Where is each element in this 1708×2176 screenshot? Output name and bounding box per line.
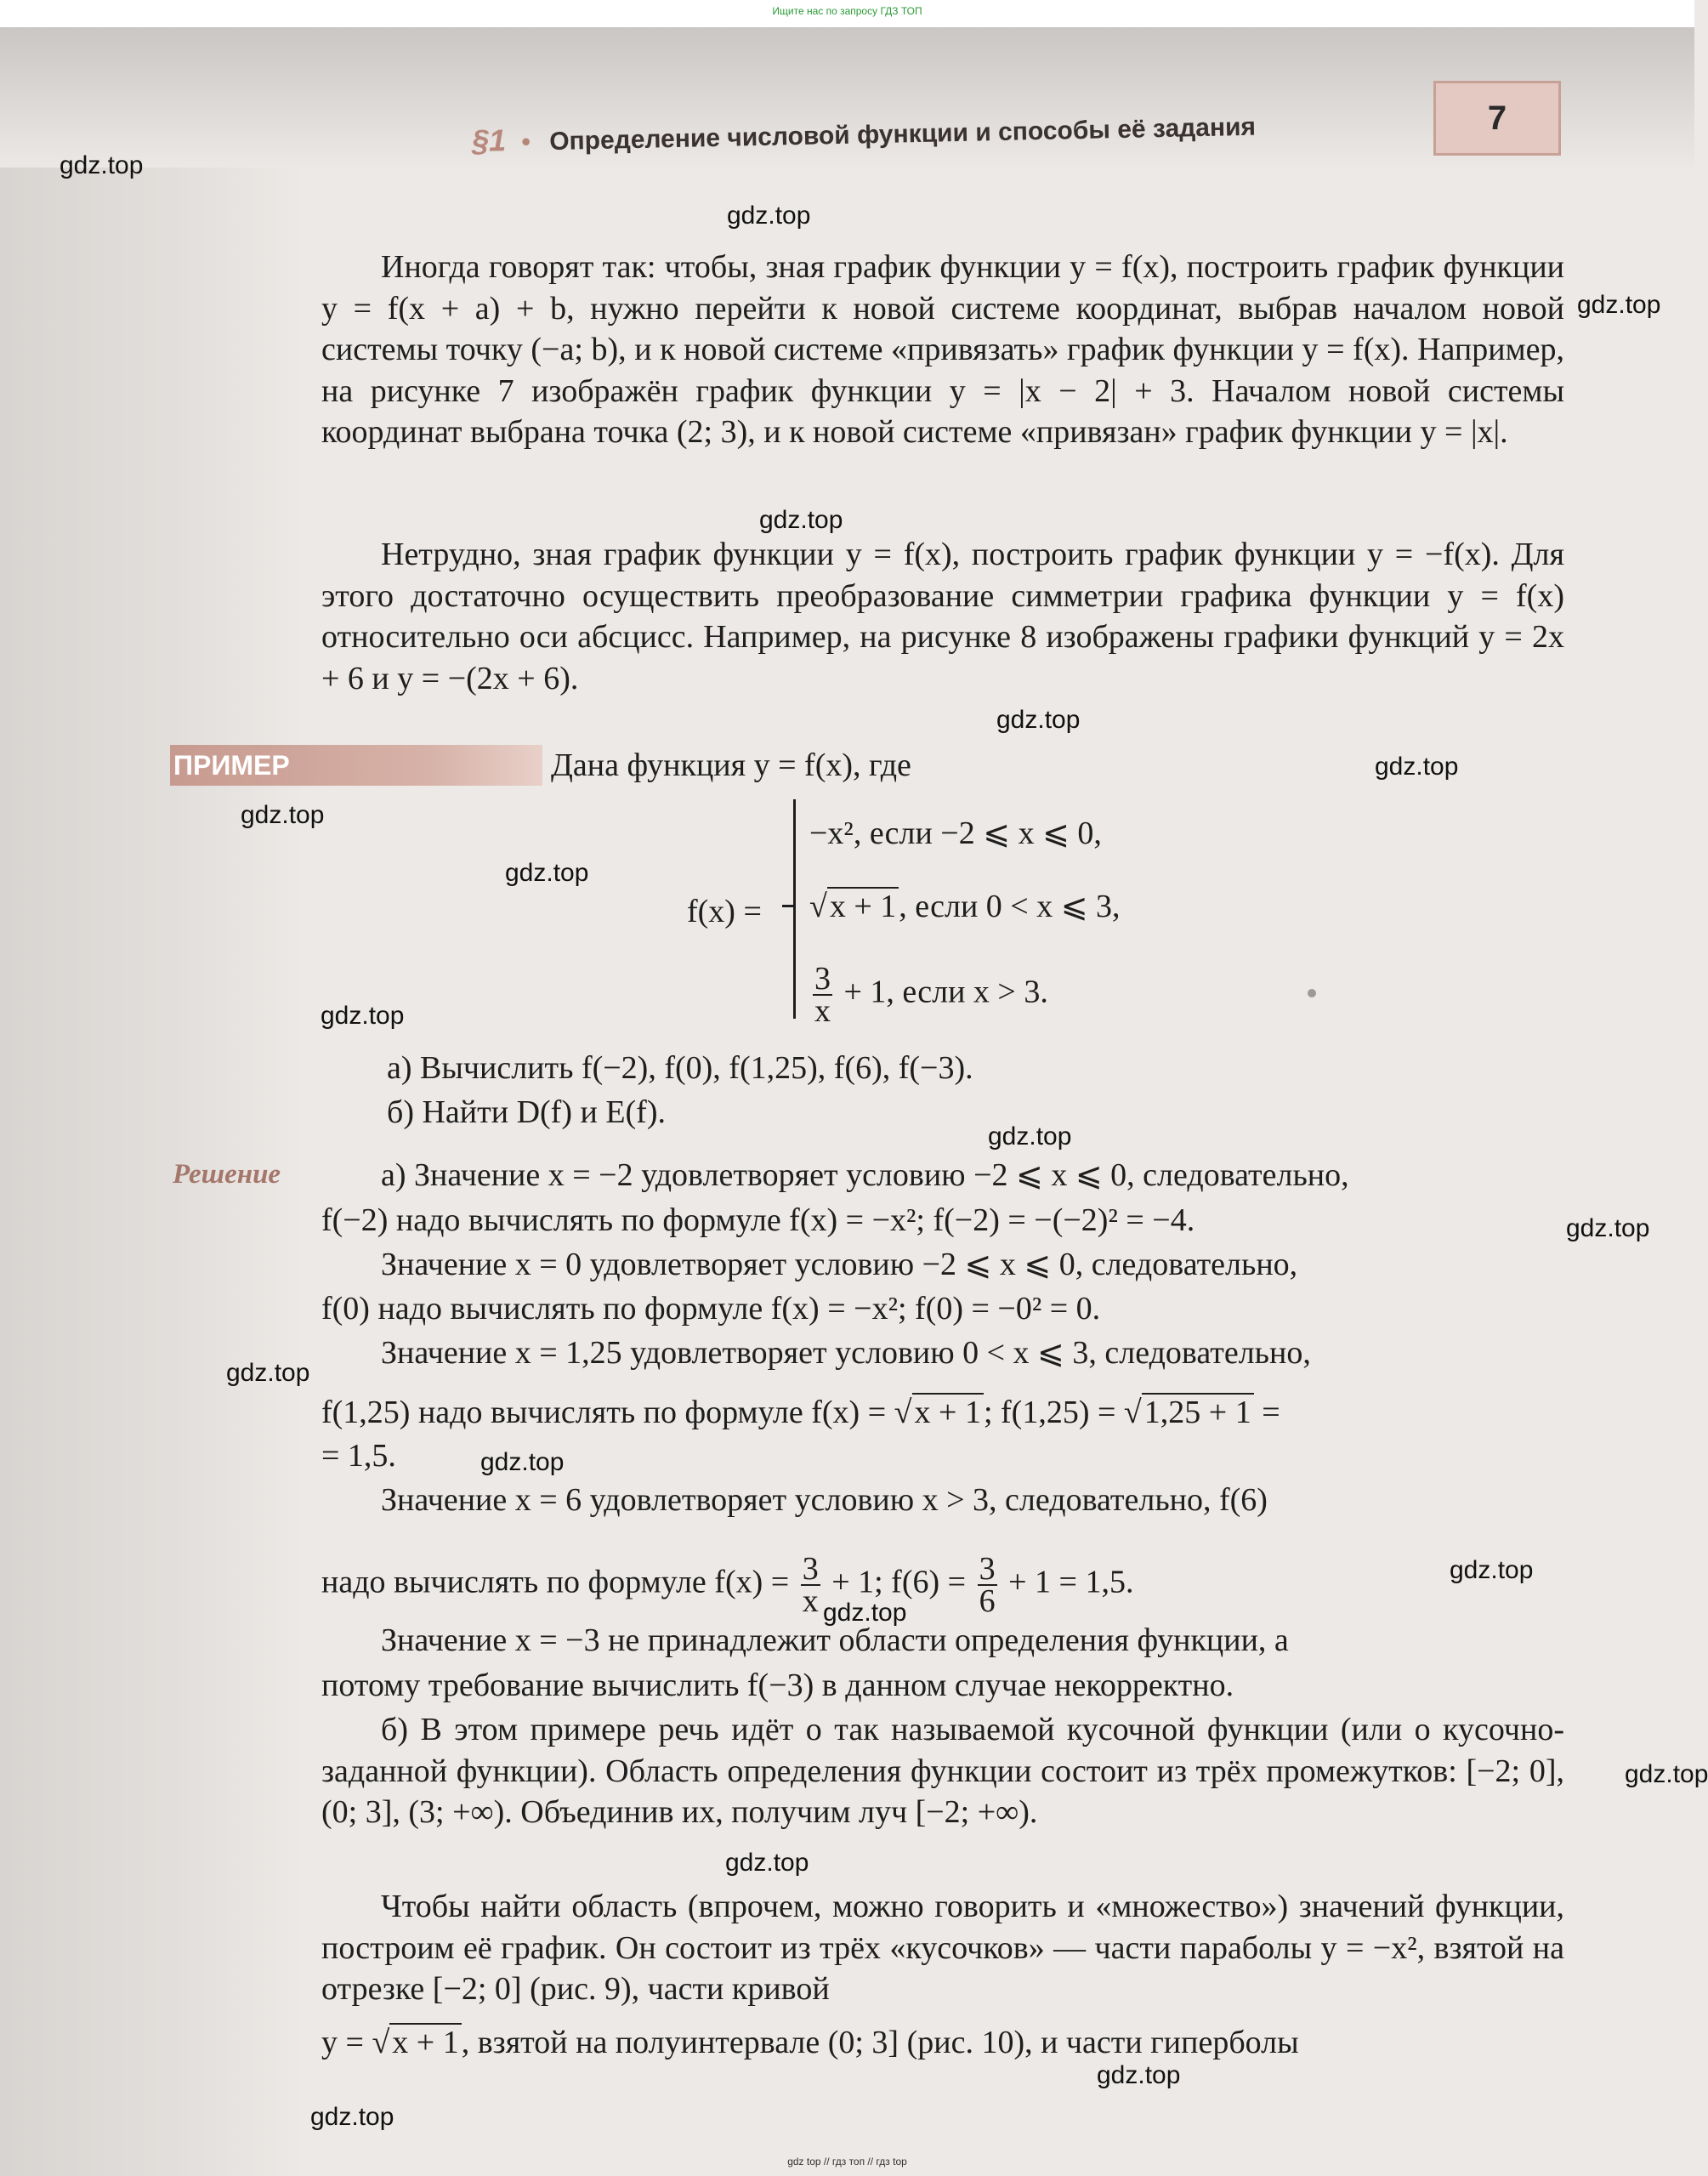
- watermark: gdz.top: [241, 801, 325, 829]
- watermark: gdz.top: [1577, 291, 1661, 319]
- solution-line: f(0) надо вычислять по формуле f(x) = −x²; f(0) = −0² = 0.: [321, 1291, 1101, 1327]
- solution-label: Решение: [173, 1159, 281, 1190]
- footer-note: gdz top // гдз топ // гдз top: [787, 2156, 907, 2167]
- solution-line: = 1,5.: [321, 1438, 396, 1474]
- watermark: gdz.top: [1566, 1214, 1650, 1242]
- top-note: Ищите нас по запросу ГДЗ ТОП: [772, 5, 922, 17]
- task-a: а) Вычислить f(−2), f(0), f(1,25), f(6), f(−3).: [387, 1050, 973, 1086]
- paragraph-range: Чтобы найти область (впрочем, можно говорить и «множество») значений функции, построим её график. Он состоит из трёх «кусочков» — части параболы y = −x², взятой на отрезке [−2; 0] (рис. 9), части кривой: [321, 1889, 1564, 2007]
- stray-dot: [1308, 989, 1316, 997]
- solution-line: надо вычислять по формуле f(x) = $\frac{3}{x}$ + 1; f(6) = $\frac{3}{6}$ + 1 = 1,5.: [321, 1551, 1134, 1619]
- watermark: gdz.top: [1375, 753, 1459, 781]
- piecewise-brace: [793, 799, 804, 1019]
- watermark: gdz.top: [1450, 1556, 1534, 1584]
- example-intro: Дана функция y = f(x), где: [551, 747, 911, 783]
- solution-line: Значение x = −3 не принадлежит области определения функции, а: [381, 1622, 1289, 1658]
- watermark: gdz.top: [310, 2103, 394, 2131]
- piecewise-lhs: f(x) =: [687, 894, 762, 929]
- solution-line: f(−2) надо вычислять по формуле f(x) = −x²; f(−2) = −(−2)² = −4.: [321, 1202, 1195, 1238]
- section-title: [472, 107, 1257, 159]
- watermark: gdz.top: [480, 1448, 565, 1476]
- section-title-text: Определение числовой функции и способы её задания: [548, 112, 1257, 156]
- section-label: §1: [471, 122, 507, 158]
- paragraph-domain: б) В этом примере речь идёт о так называемой кусочной функции (или о кусочно-заданной функции). Область определения функции состоит из трёх промежутков: [−2; 0], (0; 3], (3; +∞). Объединив их, получим луч [−2; +∞).: [321, 1712, 1564, 1830]
- paragraph-reflect-graph: Нетрудно, зная график функции y = f(x), построить график функции y = −f(x). Для этого достаточно осуществить преобразование симметрии графика функции y = f(x) относительно оси абсцисс. Например, на рисунке 8 изображены графики функций y = 2x + 6 и y = −(2x + 6).: [321, 537, 1564, 696]
- piecewise-case-1: −x², если −2 ⩽ x ⩽ 0,: [809, 815, 1102, 851]
- watermark: gdz.top: [823, 1599, 907, 1627]
- page-number: 7: [1433, 81, 1561, 156]
- watermark: gdz.top: [226, 1359, 310, 1387]
- watermark: gdz.top: [60, 151, 144, 179]
- watermark: gdz.top: [996, 706, 1081, 734]
- solution-line: Значение x = 0 удовлетворяет условию −2 ⩽ x ⩽ 0, следовательно,: [381, 1247, 1298, 1282]
- paragraph-shift-graph: Иногда говорят так: чтобы, зная график функции y = f(x), построить график функции y = f(x + a) + b, нужно перейти к новой системе координат, выбрав началом новой системы точку (−a; b), и к новой системе «привязать» график функции y = f(x). Например, на рисунке 7 изображён график функции y = |x − 2| + 3. Началом новой системы координат выбрана точка (2; 3), и к новой системе «привязан» график функции y = |x|.: [321, 249, 1564, 450]
- solution-line: Значение x = 1,25 удовлетворяет условию 0 < x ⩽ 3, следовательно,: [381, 1335, 1311, 1371]
- piecewise-case-3: $\frac{3}{x}$ + 1, если x > 3.: [814, 961, 1048, 1029]
- watermark: gdz.top: [988, 1122, 1072, 1150]
- example-label: ПРИМЕР: [170, 745, 542, 786]
- watermark: gdz.top: [321, 1002, 405, 1030]
- piecewise-case-2: √x + 1, если 0 < x ⩽ 3,: [809, 889, 1121, 924]
- solution-line: потому требование вычислить f(−3) в данном случае некорректно.: [321, 1668, 1234, 1703]
- watermark: gdz.top: [1097, 2061, 1181, 2089]
- watermark: gdz.top: [759, 506, 843, 534]
- watermark: gdz.top: [505, 859, 589, 887]
- watermark: gdz.top: [727, 202, 811, 230]
- watermark: gdz.top: [725, 1849, 809, 1877]
- solution-line: а) Значение x = −2 удовлетворяет условию −2 ⩽ x ⩽ 0, следовательно,: [381, 1157, 1349, 1193]
- watermark: gdz.top: [1625, 1760, 1708, 1788]
- solution-line: Значение x = 6 удовлетворяет условию x > 3, следовательно, f(6): [381, 1482, 1268, 1518]
- bullet-icon: •: [521, 128, 531, 156]
- solution-line: y = √x + 1, взятой на полуинтервале (0; 3] (рис. 10), и части гиперболы: [321, 2025, 1299, 2060]
- solution-line: f(1,25) надо вычислять по формуле f(x) = √x + 1; f(1,25) = √1,25 + 1 =: [321, 1395, 1280, 1430]
- task-b: б) Найти D(f) и E(f).: [387, 1094, 666, 1130]
